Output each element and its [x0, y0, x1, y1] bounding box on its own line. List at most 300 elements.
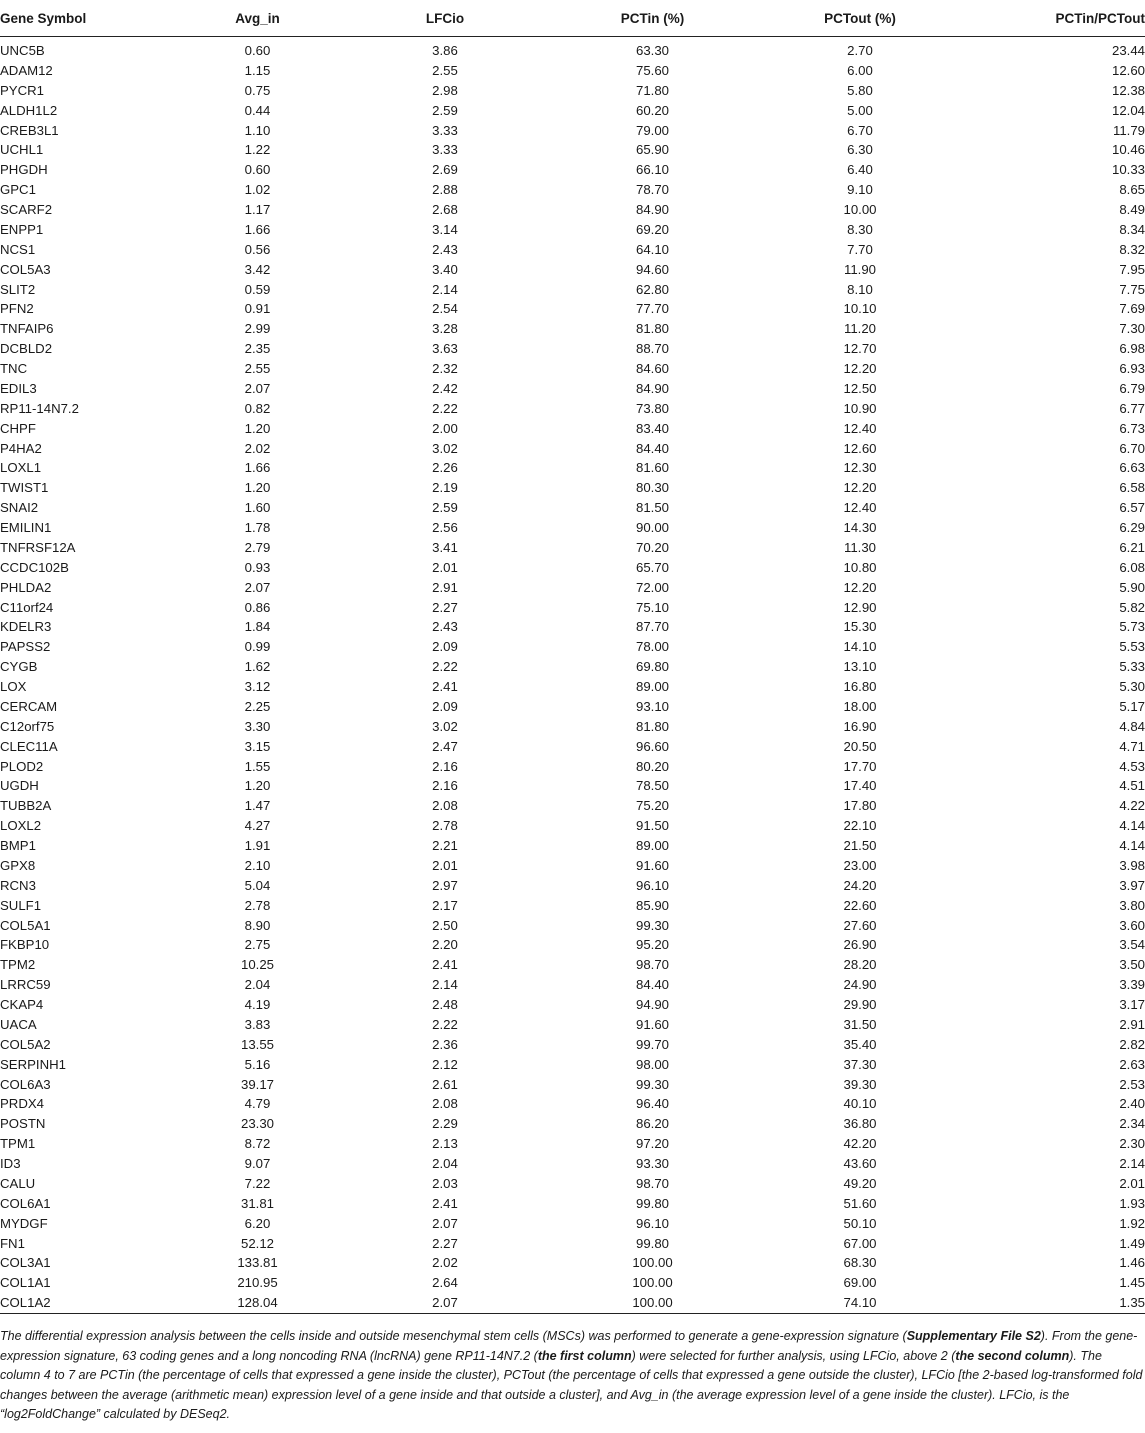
avg-in-cell: 1.22	[244, 142, 271, 158]
ratio-cell: 2.53	[1119, 1076, 1145, 1092]
lfcio-cell: 2.41	[432, 1195, 458, 1211]
gene-symbol-cell: TPM2	[0, 957, 36, 973]
gene-symbol-cell: GPC1	[0, 182, 36, 198]
lfcio-cell: 2.14	[432, 281, 458, 297]
ratio-cell: 3.17	[1119, 997, 1145, 1012]
pctout-cell: 6.00	[847, 62, 873, 78]
table-row	[0, 916, 1145, 936]
table-row	[0, 81, 1145, 101]
ratio-cell: 5.73	[1119, 619, 1145, 635]
table-row	[0, 1094, 1145, 1114]
table-row	[0, 319, 1145, 339]
avg-in-cell: 31.81	[240, 1195, 274, 1211]
gene-symbol-cell: COL3A1	[0, 1255, 51, 1271]
pctout-cell: 36.80	[843, 1116, 877, 1132]
table-row	[0, 1214, 1145, 1234]
table-row	[0, 518, 1145, 538]
header-pctin-pctout-ratio: PCTin/PCTout	[960, 0, 1145, 37]
gene-symbol-cell: FKBP10	[0, 937, 50, 953]
pctin-cell: 60.20	[635, 102, 669, 118]
table-row	[0, 697, 1145, 717]
gene-symbol-cell: CCDC102B	[0, 559, 69, 575]
footnote-text-2: ). From the gene-expression signature, 63 coding genes and a long noncoding RNA (lncRNA) gene RP11-14N7.2 (	[0, 1329, 1138, 1363]
table-row	[0, 598, 1145, 618]
pctout-cell: 12.60	[843, 440, 877, 456]
pctout-cell: 11.30	[843, 539, 877, 555]
gene-symbol-cell: NCS1	[0, 241, 36, 257]
gene-symbol-cell: SCARF2	[0, 202, 53, 217]
gene-symbol-cell: COL5A2	[0, 1036, 51, 1052]
avg-in-cell: 2.99	[244, 321, 271, 337]
avg-in-cell: 23.30	[240, 1116, 274, 1132]
header-pctout: PCTout (%)	[760, 0, 960, 37]
lfcio-cell: 2.43	[432, 241, 458, 257]
pctin-cell: 89.00	[635, 679, 669, 694]
gene-symbol-cell: EDIL3	[0, 380, 37, 396]
ratio-cell: 6.21	[1119, 539, 1145, 555]
lfcio-cell: 3.02	[432, 440, 458, 456]
pctin-cell: 65.70	[635, 559, 669, 575]
ratio-cell: 5.53	[1119, 639, 1145, 655]
footnote-text-4: ). The column 4 to 7 are PCTin (the percentage of cells that expressed a gene inside the cluster), PCTout (the percentage of cells that expressed a gene outside the cluster), LFCio [the 2-based log-transformed fold changes between the average (arithmetic mean) expression level of a gene inside and that outside a cluster], and Avg_in (the average expression level of a gene inside the cluster). LFCio, is the “log2FoldChange” calculated by DESeq2.	[0, 1348, 1143, 1422]
gene-symbol-cell: UCHL1	[0, 142, 44, 158]
ratio-cell: 6.63	[1119, 460, 1145, 476]
avg-in-cell: 0.82	[244, 400, 271, 416]
ratio-cell: 6.70	[1119, 440, 1145, 456]
lfcio-cell: 2.14	[432, 977, 458, 993]
avg-in-cell: 1.20	[244, 778, 271, 794]
pctin-cell: 69.20	[635, 221, 669, 237]
pctin-cell: 94.60	[635, 261, 669, 277]
gene-symbol-cell: CYGB	[0, 659, 38, 675]
avg-in-cell: 3.12	[244, 679, 271, 694]
ratio-cell: 4.53	[1119, 758, 1145, 774]
pctin-cell: 99.30	[635, 917, 669, 933]
pctout-cell: 20.50	[843, 738, 877, 754]
ratio-cell: 2.14	[1119, 1156, 1145, 1171]
avg-in-cell: 1.02	[244, 182, 271, 198]
avg-in-cell: 3.83	[244, 1016, 271, 1032]
gene-symbol-cell: PHLDA2	[0, 579, 52, 595]
avg-in-cell: 1.91	[244, 838, 271, 853]
lfcio-cell: 2.04	[432, 1156, 458, 1171]
pctout-cell: 12.20	[843, 480, 877, 496]
ratio-cell: 1.92	[1119, 1215, 1145, 1231]
pctin-cell: 87.70	[635, 619, 669, 635]
pctin-cell: 81.80	[635, 321, 669, 337]
ratio-cell: 4.14	[1119, 818, 1145, 834]
ratio-cell: 6.08	[1119, 559, 1145, 575]
table-row	[0, 935, 1145, 955]
ratio-cell: 7.30	[1119, 321, 1145, 337]
ratio-cell: 12.04	[1111, 102, 1145, 118]
pctout-cell: 5.80	[847, 82, 873, 98]
pctin-cell: 83.40	[635, 420, 669, 436]
gene-symbol-cell: TPM1	[0, 1136, 36, 1152]
lfcio-cell: 2.32	[432, 361, 458, 376]
ratio-cell: 5.90	[1119, 579, 1145, 595]
avg-in-cell: 7.22	[244, 1175, 271, 1191]
gene-symbol-cell: P4HA2	[0, 440, 42, 456]
lfcio-cell: 2.17	[432, 897, 458, 913]
pctout-cell: 10.80	[843, 559, 877, 575]
gene-symbol-cell: CREB3L1	[0, 122, 59, 138]
pctin-cell: 80.30	[635, 480, 669, 496]
ratio-cell: 2.82	[1119, 1036, 1145, 1052]
ratio-cell: 2.40	[1119, 1096, 1145, 1112]
gene-symbol-cell: UNC5B	[0, 43, 45, 58]
table-footnote	[0, 1327, 1145, 1425]
ratio-cell: 11.79	[1112, 122, 1145, 138]
lfcio-cell: 2.08	[432, 798, 458, 814]
pctin-cell: 90.00	[635, 520, 669, 535]
avg-in-cell: 1.10	[244, 122, 271, 138]
avg-in-cell: 1.20	[244, 420, 271, 436]
ratio-cell: 5.82	[1119, 599, 1145, 615]
pctout-cell: 12.20	[843, 579, 877, 595]
avg-in-cell: 6.20	[244, 1215, 271, 1231]
gene-symbol-cell: EMILIN1	[0, 520, 52, 535]
lfcio-cell: 2.78	[432, 818, 458, 834]
ratio-cell: 7.75	[1119, 281, 1145, 297]
table-row	[0, 856, 1145, 876]
lfcio-cell: 3.14	[432, 221, 458, 237]
avg-in-cell: 2.02	[244, 440, 271, 456]
gene-symbol-cell: COL1A2	[0, 1293, 170, 1313]
gene-symbol-cell: TNFRSF12A	[0, 539, 76, 555]
avg-in-cell: 210.95	[237, 1275, 278, 1291]
pctout-cell: 49.20	[843, 1175, 877, 1191]
pctout-cell: 11.90	[843, 261, 877, 277]
pctout-cell: 10.00	[843, 202, 877, 217]
ratio-cell: 4.14	[1119, 838, 1145, 853]
avg-in-cell: 1.60	[244, 500, 271, 516]
footnote-bold-2: the first column	[537, 1348, 632, 1363]
lfcio-cell: 3.28	[432, 321, 458, 337]
pctin-cell: 86.20	[635, 1116, 669, 1132]
gene-symbol-cell: COL1A1	[0, 1275, 51, 1291]
pctout-cell: 18.00	[843, 698, 877, 714]
gene-symbol-cell: PRDX4	[0, 1096, 44, 1112]
table-row	[0, 280, 1145, 300]
table-row	[0, 1134, 1145, 1154]
table-row	[0, 160, 1145, 180]
ratio-cell: 2.30	[1119, 1136, 1145, 1152]
gene-symbol-cell: MYDGF	[0, 1215, 48, 1231]
avg-in-cell: 52.12	[240, 1235, 274, 1251]
gene-symbol-cell: TNFAIP6	[0, 321, 54, 337]
pctin-cell: 95.20	[635, 937, 669, 953]
pctout-cell: 8.30	[847, 221, 873, 237]
gene-symbol-cell: KDELR3	[0, 619, 52, 635]
pctout-cell: 22.10	[843, 818, 877, 834]
pctout-cell: 31.50	[843, 1016, 877, 1032]
gene-symbol-cell: COL5A1	[0, 917, 51, 933]
ratio-cell: 6.98	[1119, 341, 1145, 357]
gene-symbol-cell: COL6A1	[0, 1195, 51, 1211]
table-row	[0, 1154, 1145, 1174]
avg-in-cell: 5.04	[244, 877, 271, 893]
pctout-cell: 39.30	[843, 1076, 877, 1092]
gene-symbol-cell: C11orf24	[0, 599, 54, 615]
pctout-cell: 50.10	[843, 1215, 877, 1231]
gene-symbol-cell: LOX	[0, 679, 27, 694]
gene-symbol-cell: PYCR1	[0, 82, 44, 98]
table-row	[0, 121, 1145, 141]
ratio-cell: 6.77	[1119, 400, 1145, 416]
ratio-cell: 12.38	[1111, 82, 1145, 98]
avg-in-cell: 3.42	[244, 261, 271, 277]
ratio-cell: 3.60	[1119, 917, 1145, 933]
ratio-cell: 6.58	[1119, 480, 1145, 496]
lfcio-cell: 2.54	[432, 301, 458, 317]
pctout-cell: 40.10	[843, 1096, 877, 1112]
avg-in-cell: 4.79	[244, 1096, 271, 1112]
lfcio-cell: 2.64	[432, 1275, 458, 1291]
ratio-cell: 4.51	[1119, 778, 1145, 794]
pctout-cell: 12.50	[843, 380, 877, 396]
lfcio-cell: 2.36	[432, 1036, 458, 1052]
header-lfcio: LFCio	[345, 0, 545, 37]
ratio-cell: 5.17	[1119, 698, 1145, 714]
ratio-cell: 10.46	[1111, 142, 1145, 158]
pctout-cell: 67.00	[843, 1235, 877, 1251]
ratio-cell: 1.93	[1119, 1195, 1145, 1211]
avg-in-cell: 8.90	[244, 917, 271, 933]
lfcio-cell: 2.27	[432, 599, 458, 615]
table-row	[0, 1015, 1145, 1035]
table-row	[0, 796, 1145, 816]
pctout-cell: 6.70	[847, 122, 873, 138]
table-row	[0, 1234, 1145, 1254]
ratio-cell: 5.33	[1119, 659, 1145, 675]
table-row	[0, 677, 1145, 697]
table-row	[0, 538, 1145, 558]
ratio-cell: 7.95	[1119, 261, 1145, 277]
lfcio-cell: 2.55	[432, 62, 458, 78]
lfcio-cell: 2.68	[432, 202, 458, 217]
ratio-cell: 4.71	[1119, 738, 1145, 754]
gene-symbol-cell: C12orf75	[0, 718, 55, 734]
lfcio-cell: 2.42	[432, 380, 458, 396]
lfcio-cell: 2.56	[432, 520, 458, 535]
lfcio-cell: 3.63	[432, 341, 458, 357]
gene-symbol-cell: SNAI2	[0, 500, 39, 516]
gene-symbol-cell: CKAP4	[0, 997, 44, 1012]
pctout-cell: 22.60	[843, 897, 877, 913]
ratio-cell: 3.97	[1119, 877, 1145, 893]
ratio-cell: 6.73	[1119, 420, 1145, 436]
pctin-cell: 84.40	[635, 977, 669, 993]
avg-in-cell: 1.15	[244, 62, 271, 78]
lfcio-cell: 2.07	[345, 1293, 545, 1313]
avg-in-cell: 0.91	[244, 301, 271, 317]
lfcio-cell: 3.33	[432, 142, 458, 158]
pctin-cell: 64.10	[635, 241, 669, 257]
avg-in-cell: 8.72	[244, 1136, 271, 1152]
gene-symbol-cell: RCN3	[0, 877, 36, 893]
pctin-cell: 71.80	[635, 82, 669, 98]
ratio-cell: 5.30	[1119, 679, 1145, 694]
gene-symbol-cell: GPX8	[0, 857, 36, 873]
avg-in-cell: 1.55	[244, 758, 271, 774]
gene-symbol-cell: ALDH1L2	[0, 102, 58, 118]
table-row	[0, 876, 1145, 896]
pctout-cell: 17.40	[843, 778, 877, 794]
table-row	[0, 816, 1145, 836]
pctin-cell: 97.20	[635, 1136, 669, 1152]
table-row	[0, 240, 1145, 260]
table-row	[0, 558, 1145, 578]
avg-in-cell: 4.27	[244, 818, 271, 834]
pctin-cell: 94.90	[635, 997, 669, 1012]
pctin-cell: 96.40	[635, 1096, 669, 1112]
pctin-cell: 84.90	[635, 202, 669, 217]
pctout-cell: 12.30	[843, 460, 877, 476]
lfcio-cell: 2.59	[432, 500, 458, 516]
gene-symbol-cell: PLOD2	[0, 758, 44, 774]
pctin-cell: 77.70	[635, 301, 669, 317]
lfcio-cell: 2.97	[432, 877, 458, 893]
pctout-cell: 11.20	[843, 321, 877, 337]
ratio-cell: 8.49	[1119, 202, 1145, 217]
ratio-cell: 6.79	[1119, 380, 1145, 396]
pctin-cell: 99.30	[635, 1076, 669, 1092]
avg-in-cell: 1.47	[244, 798, 271, 814]
lfcio-cell: 2.48	[432, 997, 458, 1012]
table-row	[0, 995, 1145, 1015]
pctin-cell: 62.80	[635, 281, 669, 297]
gene-symbol-cell: LRRC59	[0, 977, 51, 993]
table-row	[0, 717, 1145, 737]
table-row	[0, 1273, 1145, 1293]
header-pctin: PCTin (%)	[545, 0, 760, 37]
pctin-cell: 78.70	[635, 182, 669, 198]
table-row	[0, 140, 1145, 160]
table-row	[0, 1035, 1145, 1055]
pctin-cell: 79.00	[635, 122, 669, 138]
pctout-cell: 42.20	[843, 1136, 877, 1152]
table-row	[0, 458, 1145, 478]
table-row	[0, 617, 1145, 637]
lfcio-cell: 2.69	[432, 162, 458, 178]
avg-in-cell: 0.86	[244, 599, 271, 615]
pctin-cell: 73.80	[635, 400, 669, 416]
table-row	[0, 1174, 1145, 1194]
ratio-cell: 4.22	[1119, 798, 1145, 814]
avg-in-cell: 1.84	[244, 619, 271, 635]
gene-symbol-cell: PHGDH	[0, 162, 48, 178]
lfcio-cell: 2.09	[432, 639, 458, 655]
avg-in-cell: 133.81	[237, 1255, 278, 1271]
pctin-cell: 84.40	[635, 440, 669, 456]
lfcio-cell: 2.13	[432, 1136, 458, 1152]
avg-in-cell: 9.07	[244, 1156, 271, 1171]
pctin-cell: 98.70	[635, 1175, 669, 1191]
gene-symbol-cell: COL6A3	[0, 1076, 51, 1092]
table-header-row	[0, 0, 1145, 37]
gene-symbol-cell: DCBLD2	[0, 341, 53, 357]
gene-symbol-cell: ID3	[0, 1156, 21, 1171]
ratio-cell: 6.93	[1119, 361, 1145, 376]
pctin-cell: 100.00	[632, 1275, 673, 1291]
gene-symbol-cell: CALU	[0, 1175, 36, 1191]
pctout-cell: 14.30	[843, 520, 877, 535]
table-row	[0, 101, 1145, 121]
lfcio-cell: 2.61	[432, 1076, 458, 1092]
gene-symbol-cell: UGDH	[0, 778, 39, 794]
avg-in-cell: 2.25	[244, 698, 271, 714]
avg-in-cell: 2.07	[244, 579, 271, 595]
ratio-cell: 3.98	[1119, 857, 1145, 873]
gene-symbol-cell: TWIST1	[0, 480, 49, 496]
table-row	[0, 1114, 1145, 1134]
header-gene-symbol: Gene Symbol	[0, 0, 170, 37]
table-row	[0, 339, 1145, 359]
lfcio-cell: 2.09	[432, 698, 458, 714]
lfcio-cell: 2.91	[432, 579, 458, 595]
pctout-cell: 17.70	[843, 758, 877, 774]
ratio-cell: 3.80	[1119, 897, 1145, 913]
avg-in-cell: 0.44	[244, 102, 271, 118]
avg-in-cell: 3.15	[244, 738, 271, 754]
avg-in-cell: 13.55	[240, 1036, 274, 1052]
pctin-cell: 75.20	[635, 798, 669, 814]
pctin-cell: 93.10	[635, 698, 669, 714]
gene-symbol-cell: SERPINH1	[0, 1056, 66, 1072]
lfcio-cell: 2.22	[432, 400, 458, 416]
avg-in-cell: 1.20	[244, 480, 271, 496]
gene-symbol-cell: LOXL2	[0, 818, 42, 834]
ratio-cell: 1.45	[1119, 1275, 1145, 1291]
avg-in-cell: 1.78	[244, 520, 271, 535]
pctin-cell: 81.50	[635, 500, 669, 516]
pctin-cell: 100.00	[632, 1255, 673, 1271]
table-body	[0, 37, 1145, 1314]
pctout-cell: 6.40	[847, 162, 873, 178]
pctout-cell: 16.90	[843, 718, 877, 734]
lfcio-cell: 3.86	[432, 43, 458, 58]
pctout-cell: 35.40	[843, 1036, 877, 1052]
pctout-cell: 74.10	[760, 1293, 960, 1313]
pctout-cell: 2.70	[847, 43, 873, 58]
table-row	[0, 200, 1145, 220]
avg-in-cell: 2.10	[244, 857, 271, 873]
pctout-cell: 5.00	[847, 102, 873, 118]
ratio-cell: 6.29	[1119, 520, 1145, 535]
avg-in-cell: 0.56	[244, 241, 271, 257]
gene-symbol-cell: CLEC11A	[0, 738, 58, 754]
table-row	[0, 975, 1145, 995]
lfcio-cell: 2.50	[432, 917, 458, 933]
lfcio-cell: 2.20	[432, 937, 458, 953]
pctin-cell: 91.50	[635, 818, 669, 834]
lfcio-cell: 2.26	[432, 460, 458, 476]
pctin-cell: 96.10	[635, 877, 669, 893]
footnote-bold-3: the second column	[955, 1348, 1070, 1363]
pctout-cell: 12.20	[843, 361, 877, 376]
lfcio-cell: 2.07	[432, 1215, 458, 1231]
pctout-cell: 12.40	[843, 500, 877, 516]
table-row	[0, 478, 1145, 498]
gene-symbol-cell: RP11-14N7.2	[0, 400, 79, 416]
gene-symbol-cell: ENPP1	[0, 221, 44, 237]
lfcio-cell: 2.19	[432, 480, 458, 496]
pctout-cell: 12.90	[843, 599, 877, 615]
avg-in-cell: 4.19	[244, 997, 271, 1012]
pctout-cell: 69.00	[843, 1275, 877, 1291]
lfcio-cell: 3.40	[432, 261, 458, 277]
